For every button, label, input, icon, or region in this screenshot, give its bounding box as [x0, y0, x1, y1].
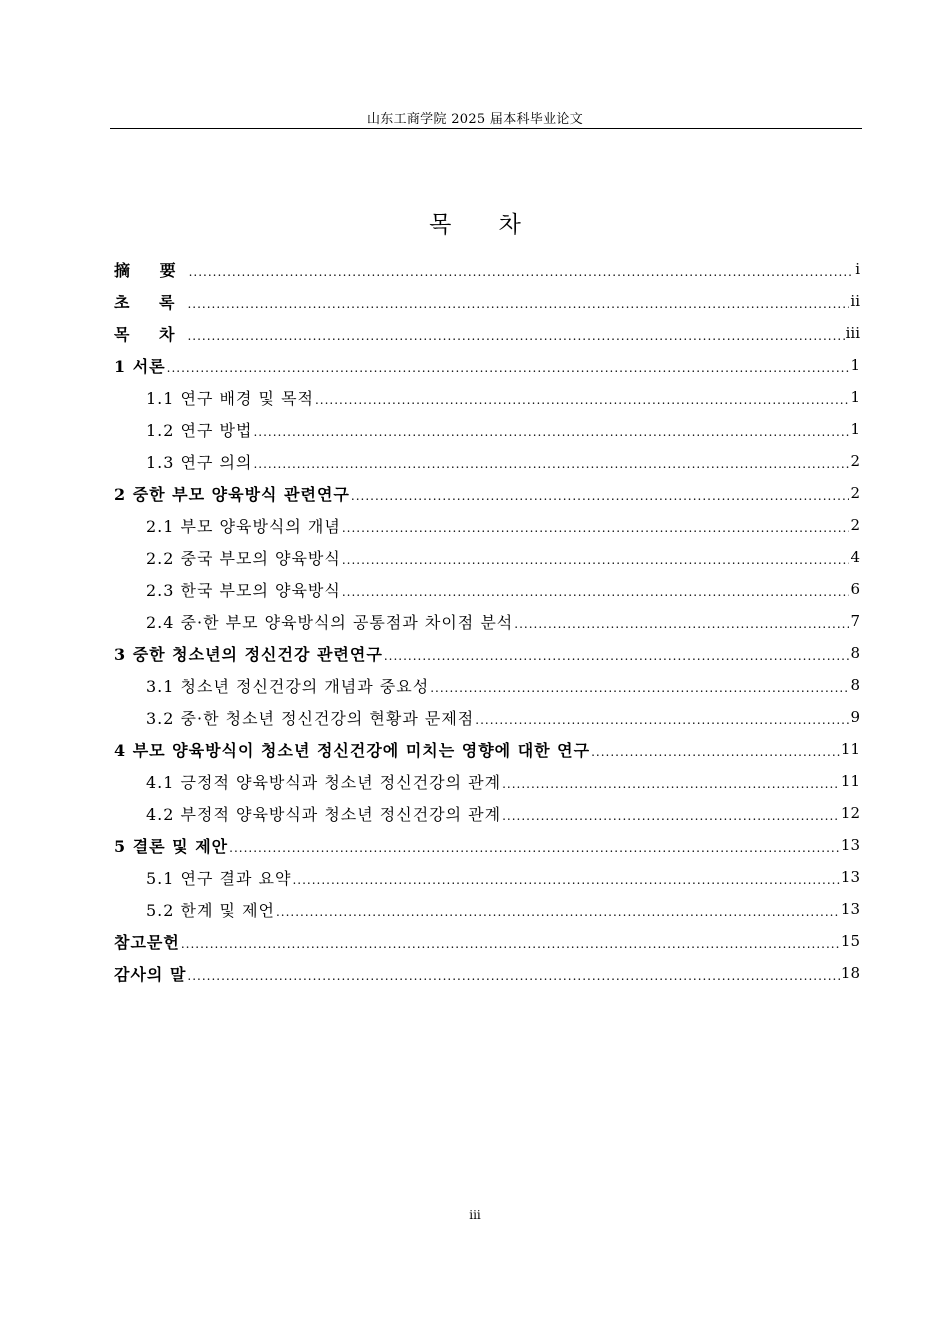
toc-entry[interactable]: [114, 285, 860, 317]
toc-entry-page: 8: [850, 676, 860, 694]
toc-entry[interactable]: [114, 349, 860, 381]
toc-entry-page: iii: [845, 324, 860, 342]
toc-entry-label: 참고문헌: [114, 932, 180, 952]
toc-entry-label: 1.1 연구 배경 및 목적: [146, 388, 314, 408]
toc-entry[interactable]: [114, 509, 860, 541]
toc-entry-label: 4.2 부정적 양육방식과 청소년 정신건강의 관계: [146, 804, 502, 824]
toc-entry[interactable]: [114, 317, 860, 349]
toc-entry-page: 18: [840, 964, 860, 982]
toc-entry-page: 12: [840, 804, 860, 822]
toc-entry-label: 목 차: [114, 324, 187, 344]
toc-dot-leader: [315, 393, 849, 407]
toc-dot-leader: [181, 937, 840, 951]
toc-entry-page: i: [855, 260, 860, 278]
toc-entry[interactable]: [114, 445, 860, 477]
table-of-contents: [114, 253, 860, 989]
toc-entry-page: 13: [840, 900, 860, 918]
toc-entry-page: 13: [840, 868, 860, 886]
toc-dot-leader: [253, 425, 849, 439]
toc-entry-page: 15: [840, 932, 860, 950]
toc-dot-leader: [514, 617, 849, 631]
toc-entry-label: 5.1 연구 결과 요약: [146, 868, 292, 888]
toc-entry[interactable]: [114, 413, 860, 445]
toc-entry[interactable]: [114, 637, 860, 669]
toc-dot-leader: [292, 873, 839, 887]
toc-entry-label: 감사의 말: [114, 964, 187, 984]
toc-entry[interactable]: [114, 381, 860, 413]
toc-entry[interactable]: [114, 925, 860, 957]
toc-dot-leader: [502, 777, 840, 791]
toc-dot-leader: [430, 681, 849, 695]
toc-entry-label: 1.2 연구 방법: [146, 420, 253, 440]
toc-dot-leader: [342, 553, 850, 567]
toc-entry-page: 1: [850, 420, 860, 438]
toc-entry-label: 2.4 중·한 부모 양육방식의 공통점과 차이점 분석: [146, 612, 514, 632]
toc-dot-leader: [189, 265, 855, 279]
toc-entry-page: 11: [840, 772, 860, 790]
toc-dot-leader: [229, 841, 840, 855]
toc-entry[interactable]: [114, 893, 860, 925]
toc-entry-label: 5.2 한계 및 제언: [146, 900, 275, 920]
toc-dot-leader: [502, 809, 840, 823]
toc-entry[interactable]: [114, 701, 860, 733]
toc-entry-label: 摘 要: [114, 260, 188, 280]
toc-entry[interactable]: [114, 797, 860, 829]
toc-dot-leader: [351, 489, 850, 503]
footer-page-number: iii: [469, 1208, 481, 1222]
toc-entry-label: 1 서론: [114, 356, 166, 376]
toc-entry[interactable]: [114, 573, 860, 605]
toc-entry-label: 3.2 중·한 청소년 정신건강의 현황과 문제점: [146, 708, 475, 728]
toc-entry[interactable]: [114, 765, 860, 797]
toc-entry-label: 1.3 연구 의의: [146, 452, 253, 472]
toc-entry-label: 4.1 긍정적 양육방식과 청소년 정신건강의 관계: [146, 772, 502, 792]
toc-entry-page: 11: [840, 740, 860, 758]
toc-dot-leader: [187, 329, 844, 343]
toc-entry-page: 6: [850, 580, 860, 598]
toc-entry[interactable]: [114, 477, 860, 509]
toc-entry-label: 3 중한 청소년의 정신건강 관련연구: [114, 644, 383, 664]
toc-dot-leader: [591, 745, 840, 759]
toc-entry[interactable]: [114, 253, 860, 285]
toc-dot-leader: [276, 905, 840, 919]
toc-dot-leader: [187, 969, 840, 983]
toc-entry-page: 4: [850, 548, 860, 566]
toc-dot-leader: [253, 457, 849, 471]
toc-entry[interactable]: [114, 605, 860, 637]
toc-entry[interactable]: [114, 957, 860, 989]
toc-entry-page: 8: [850, 644, 860, 662]
toc-entry-page: 1: [850, 356, 860, 374]
toc-entry[interactable]: [114, 669, 860, 701]
toc-dot-leader: [167, 361, 850, 375]
toc-entry-label: 2.3 한국 부모의 양육방식: [146, 580, 341, 600]
toc-dot-leader: [342, 521, 850, 535]
toc-entry-page: 7: [850, 612, 860, 630]
header-divider: [110, 128, 862, 129]
toc-entry-label: 4 부모 양육방식이 청소년 정신건강에 미치는 영향에 대한 연구: [114, 740, 591, 760]
toc-entry[interactable]: [114, 541, 860, 573]
toc-entry-label: 2 중한 부모 양육방식 관련연구: [114, 484, 350, 504]
toc-entry-label: 5 결론 및 제안: [114, 836, 229, 856]
toc-entry-label: 2.2 중국 부모의 양육방식: [146, 548, 341, 568]
toc-entry-page: 2: [850, 452, 860, 470]
toc-dot-leader: [475, 713, 849, 727]
toc-entry-label: 3.1 청소년 정신건강의 개념과 중요성: [146, 676, 430, 696]
toc-dot-leader: [342, 585, 850, 599]
toc-entry-page: 13: [840, 836, 860, 854]
toc-dot-leader: [384, 649, 850, 663]
toc-entry[interactable]: [114, 733, 860, 765]
toc-entry-page: 2: [850, 484, 860, 502]
running-header: 山东工商学院 2025 届本科毕业论文: [366, 112, 584, 127]
toc-entry-page: 2: [850, 516, 860, 534]
toc-title: 목 차: [429, 212, 541, 238]
toc-entry-label: 2.1 부모 양육방식의 개념: [146, 516, 341, 536]
toc-entry-page: 9: [850, 708, 860, 726]
toc-entry[interactable]: [114, 861, 860, 893]
toc-entry-label: 초 록: [114, 292, 187, 312]
toc-entry-page: 1: [850, 388, 860, 406]
toc-entry-page: ii: [850, 292, 860, 310]
toc-dot-leader: [187, 297, 849, 311]
toc-entry[interactable]: [114, 829, 860, 861]
